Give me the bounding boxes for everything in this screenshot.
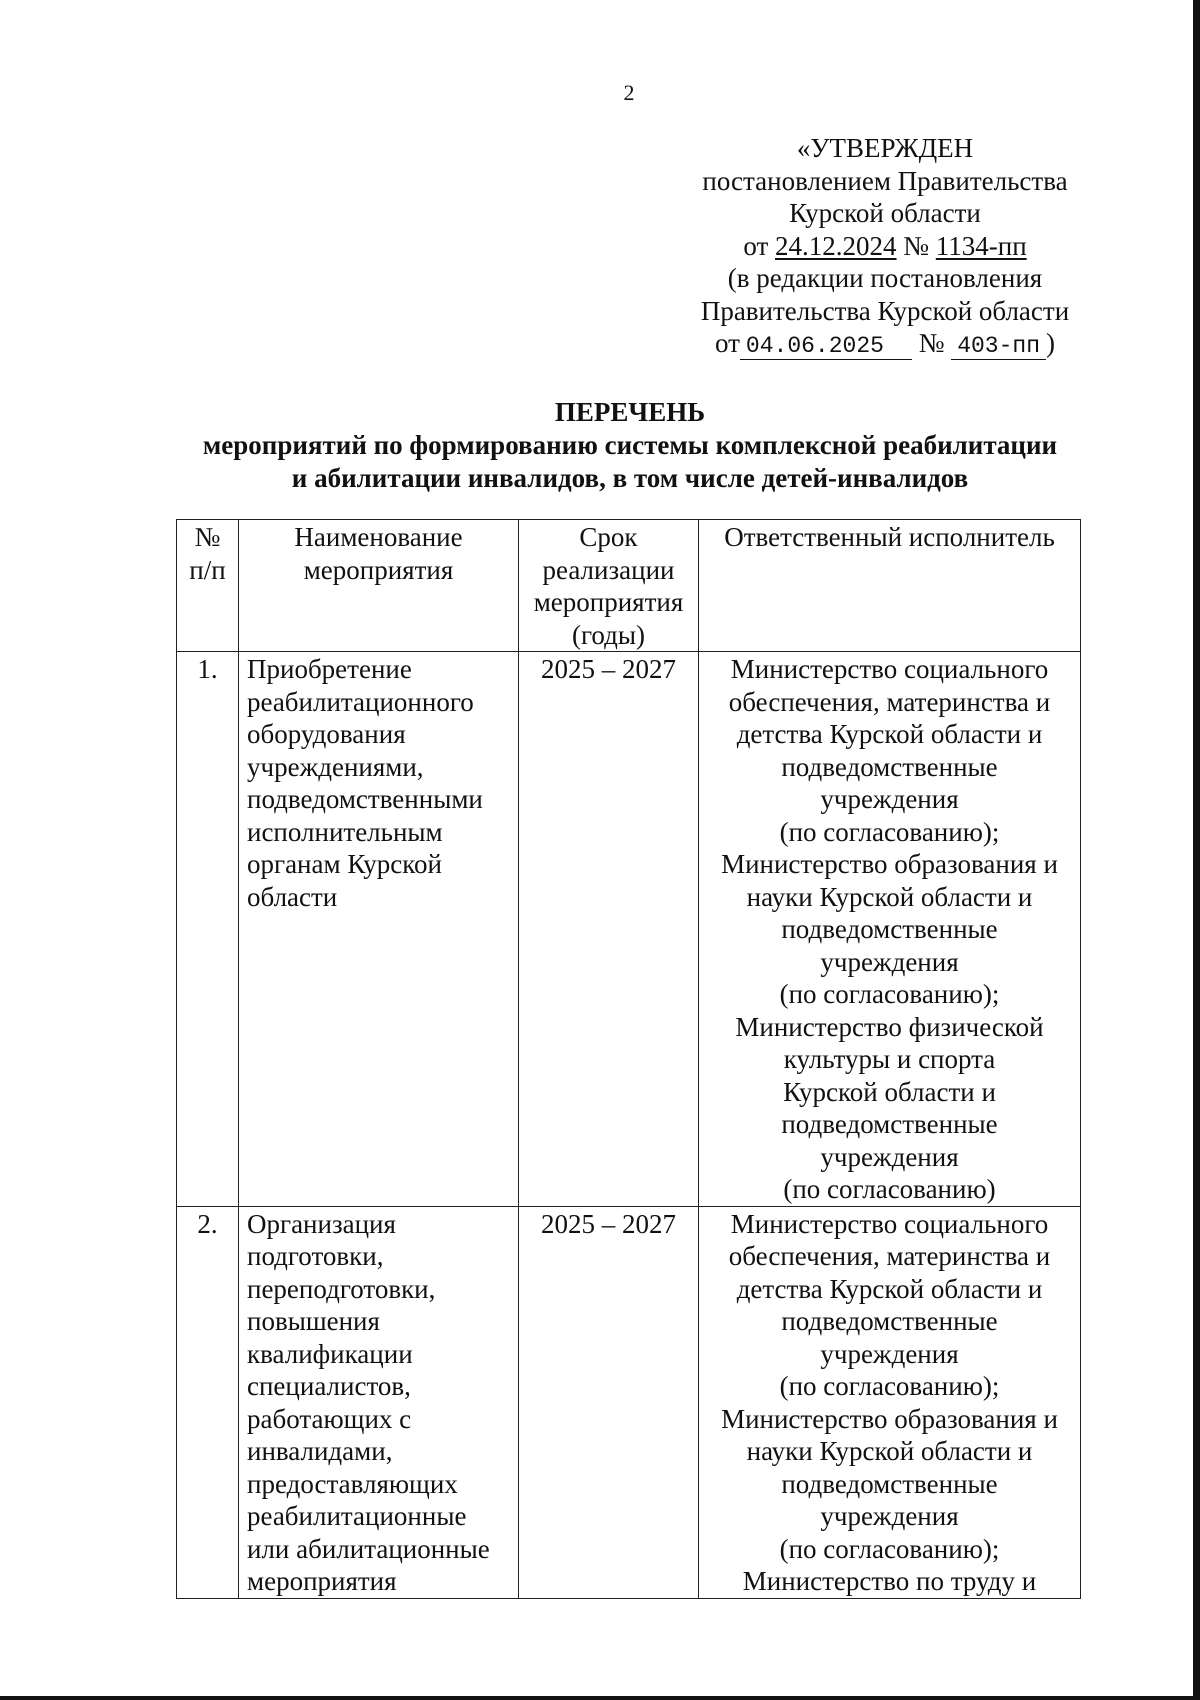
scan-edge: [1193, 0, 1200, 1700]
edition-line: (в редакции постановления: [727, 263, 1043, 293]
scan-edge: [0, 1696, 1200, 1700]
approval-line: постановлением Правительства: [702, 165, 1068, 196]
number-prefix: №: [903, 230, 930, 261]
title-subtitle: мероприятий по формированию системы комплексной реабилитации: [202, 430, 1058, 460]
row-name: Приобретение реабилитационного оборудования учреждениями, подведомственными исполнительным органам Курской области: [239, 652, 519, 1207]
measures-table: [176, 519, 1081, 1599]
table-row: [177, 652, 1081, 1207]
edition-line: Правительства Курской области: [700, 295, 1070, 326]
table-header-row: [177, 520, 1081, 652]
approval-date: 24.12.2024: [775, 230, 897, 261]
edition-date: 04.06.2025: [740, 333, 912, 360]
edition-date-prefix: от: [714, 328, 740, 358]
header-executor: Ответственный исполнитель: [699, 520, 1081, 652]
edition-close-paren: ): [1046, 328, 1056, 358]
approval-line: Курской области: [789, 198, 981, 228]
row-period: 2025 – 2027: [519, 652, 699, 1207]
header-name: Наименование мероприятия: [239, 520, 519, 652]
row-executor: Министерство социального обеспечения, материнства и детства Курской области и подведомственные учреждения (по согласованию); Министерство образования и науки Курской области и подведомственные учреждения (по согласованию); Министерство по труду и: [699, 1206, 1081, 1598]
row-executor: Министерство социального обеспечения, материнства и детства Курской области и подведомственные учреждения (по согласованию); Министерство образования и науки Курской области и подведомственные учреждения (по согласованию); Министерство физической культуры и спорта Курской области и подведомственные учреждения (по согласованию): [699, 652, 1081, 1207]
header-num: № п/п: [177, 520, 239, 652]
approval-line: «УТВЕРЖДЕН: [796, 133, 974, 163]
edition-date-line: [680, 327, 1090, 363]
title-subtitle: и абилитации инвалидов, в том числе детей-инвалидов: [291, 463, 969, 493]
approval-number: 1134-пп: [935, 230, 1027, 261]
date-prefix: от: [743, 230, 769, 261]
page-number: 2: [623, 80, 635, 105]
row-num: 1.: [177, 652, 239, 1207]
approval-date-line: [680, 230, 1090, 263]
row-num: 2.: [177, 1206, 239, 1598]
approval-stamp-block: [680, 132, 1090, 363]
header-period: Срок реализации мероприятия (годы): [519, 520, 699, 652]
edition-number: 403-пп: [951, 333, 1046, 360]
table-row: [177, 1206, 1081, 1598]
title-heading: ПЕРЕЧЕНЬ: [554, 397, 706, 427]
row-period: 2025 – 2027: [519, 1206, 699, 1598]
row-name: Организация подготовки, переподготовки, повышения квалификации специалистов, работающих с инвалидами, предоставляющих реабилитационные или абилитационные мероприятия: [239, 1206, 519, 1598]
edition-number-prefix: №: [918, 328, 945, 358]
document-title: [160, 396, 1100, 495]
